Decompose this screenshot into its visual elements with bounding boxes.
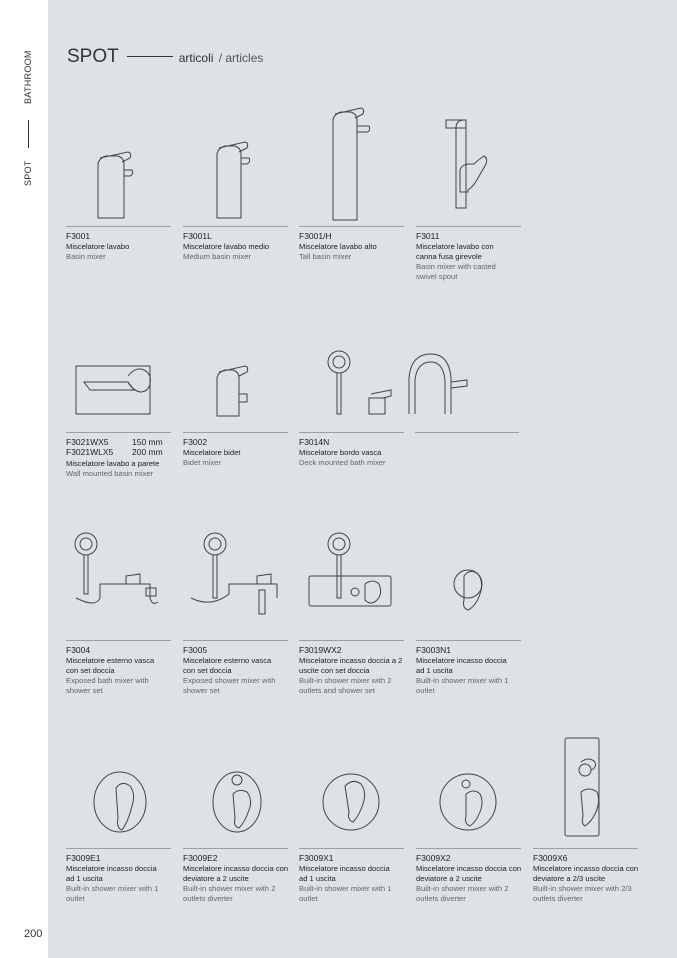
side-divider [28, 120, 29, 148]
card-divider [416, 640, 521, 641]
product-name-en: Basin mixer with casted swivel spout [416, 262, 496, 281]
product-name-en: Basin mixer [66, 252, 106, 261]
side-margin [0, 0, 48, 958]
product-code: F3004 [66, 645, 91, 655]
product-code: F3003N1 [416, 645, 451, 655]
exposed-shower-mixer-icon [183, 514, 295, 636]
series-label: SPOT [23, 160, 33, 186]
product-code: F3001/H [299, 231, 332, 241]
product-code: F3009E1 [66, 853, 101, 863]
card-divider [299, 848, 404, 849]
product-name-en: Deck mounted bath mixer [299, 458, 386, 467]
product-name-it: Miscelatore incasso doccia con deviatore a 2 uscite [183, 864, 289, 883]
tall-basin-mixer-icon [299, 100, 411, 222]
product-name-en: Tall basin mixer [299, 252, 352, 261]
card-divider [416, 226, 521, 227]
card-divider [183, 432, 288, 433]
product-code: F3001L [183, 231, 212, 241]
section-label: BATHROOM [23, 50, 33, 104]
card-divider [66, 226, 171, 227]
card-divider [533, 848, 638, 849]
deck-bath-mixer-icon [299, 306, 411, 428]
product-name-it: Miscelatore incasso doccia con deviatore a 2 uscite [416, 864, 522, 883]
product-code: F3009X2 [416, 853, 451, 863]
product-name-it: Miscelatore lavabo medio [183, 242, 270, 251]
product-code: F3002 [183, 437, 208, 447]
product-name-en: Built-in shower mixer with 1 outlet [299, 884, 392, 903]
product-name-it: Miscelatore incasso doccia ad 1 uscita [299, 864, 390, 883]
card-divider [299, 226, 404, 227]
product-code: F3019WX2 [299, 645, 342, 655]
title-en: / articles [218, 51, 264, 65]
builtin-multi-outlet-mixer-icon [533, 722, 645, 844]
product-name-it: Miscelatore incasso doccia a 2 uscite con set doccia [299, 656, 403, 675]
bidet-mixer-icon [183, 306, 295, 428]
product-name-it: Miscelatore esterno vasca con set doccia [183, 656, 272, 675]
card-divider [66, 640, 171, 641]
card-divider [183, 226, 288, 227]
product-name-it: Miscelatore lavabo [66, 242, 130, 251]
product-name-en: Wall mounted basin mixer [66, 469, 154, 478]
builtin-shower-set-icon [299, 514, 411, 636]
card-divider [299, 432, 404, 433]
product-name-it: Miscelatore lavabo con canna fusa girevole [416, 242, 494, 261]
page-number: 200 [24, 928, 43, 940]
builtin-diverter-mixer-icon [183, 722, 295, 844]
product-code: F3011 [416, 231, 440, 241]
title-brand: SPOT [67, 46, 119, 67]
product-name-it: Miscelatore incasso doccia ad 1 uscita [66, 864, 157, 883]
card-divider [416, 848, 521, 849]
builtin-shower-mixer-icon [416, 514, 528, 636]
product-code: F3009X1 [299, 853, 334, 863]
medium-basin-mixer-icon [183, 100, 295, 222]
basin-mixer-icon [66, 100, 178, 222]
product-name-it: Miscelatore lavabo alto [299, 242, 377, 251]
product-name-it: Miscelatore incasso doccia con deviatore a 2/3 uscite [533, 864, 639, 883]
card-divider [183, 848, 288, 849]
product-code: F3009E2 [183, 853, 218, 863]
product-code: F3005 [183, 645, 208, 655]
product-code: F3001 [66, 231, 91, 241]
wall-basin-mixer-icon [66, 306, 178, 428]
product-name-en: Built-in shower mixer with 2 outlets diverter [416, 884, 509, 903]
product-name-en: Built-in shower mixer with 2 outlets diverter [183, 884, 276, 903]
product-name-it: Miscelatore bidet [183, 448, 241, 457]
product-name-en: Medium basin mixer [183, 252, 251, 261]
builtin-diverter-mixer-icon [416, 722, 528, 844]
product-name-en: Exposed bath mixer with shower set [66, 676, 149, 695]
title-it: articoli [178, 51, 214, 65]
card-divider [299, 640, 404, 641]
card-divider [66, 432, 171, 433]
product-name-en: Built-in shower mixer with 1 outlet [66, 884, 159, 903]
exposed-bath-mixer-icon [66, 514, 178, 636]
product-code: F3014N [299, 437, 330, 447]
product-name-en: Bidet mixer [183, 458, 221, 467]
product-name-it: Miscelatore esterno vasca con set doccia [66, 656, 155, 675]
card-divider [183, 640, 288, 641]
product-name-en: Built-in shower mixer with 2 outlets and shower set [299, 676, 392, 695]
row-divider [415, 432, 519, 433]
product-name-en: Exposed shower mixer with shower set [183, 676, 276, 695]
product-code-alt: F3021WLX5 200 mm [66, 447, 163, 457]
product-name-en: Built-in shower mixer with 1 outlet [416, 676, 509, 695]
page-title [67, 46, 263, 68]
product-name-it: Miscelatore lavabo a parete [66, 459, 160, 468]
title-rule [127, 56, 173, 57]
product-name-en: Built-in shower mixer with 2/3 outlets diverter [533, 884, 632, 903]
product-name-it: Miscelatore incasso doccia ad 1 uscita [416, 656, 507, 675]
product-name-it: Miscelatore bordo vasca [299, 448, 382, 457]
builtin-shower-mixer-icon [299, 722, 411, 844]
product-code: F3009X6 [533, 853, 568, 863]
card-divider [66, 848, 171, 849]
builtin-shower-mixer-icon [66, 722, 178, 844]
product-code: F3021WX5 150 mm [66, 437, 163, 447]
swivel-spout-mixer-icon [416, 100, 528, 222]
